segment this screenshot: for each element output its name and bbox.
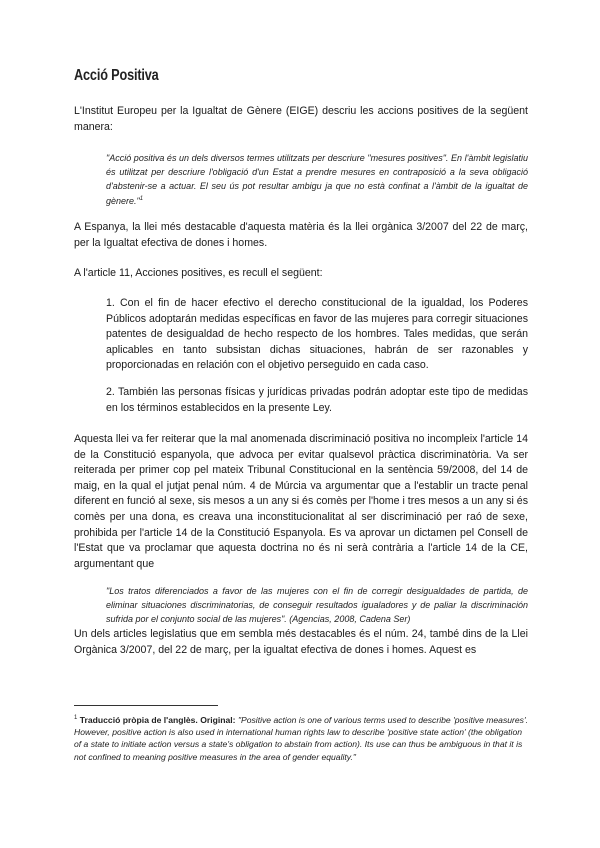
article11-item-1: 1. Con el fin de hacer efectivo el derecho constitucional de la igualdad, los Poderes Públicos adoptarán medidas específicas en favor de las mujeres para corregir situaciones patentes de desigualdad de hecho respecto de los hombres. Tales medidas, que serán aplicables en tanto subsistan dichas situaciones, habrán de ser razonables y proporcionadas en relación con el objetivo perseguido en cada caso. [106,297,528,372]
page-title: Acció Positiva [74,67,159,84]
footnote-divider [74,705,218,706]
article11-intro: A l'article 11, Acciones positives, es recull el següent: [74,267,323,279]
spain-paragraph: A Espanya, la llei més destacable d'aquesta matèria és la llei orgànica 3/2007 del 22 de març, per la Igualtat efectiva de dones i homes. [74,221,528,249]
article11-item-2: 2. También las personas físicas y jurídicas privadas podrán adoptar este tipo de medidas en los términos establecidos en la presente Ley. [106,386,528,414]
footnote [74,714,528,763]
eige-quote-text: "Acció positiva és un dels diversos termes utilitzats per descriure "mesures positives". En l'àmbit legislatiu és utilitzat per descriure l'obligació d'un Estat a prendre mesures en contraposició a la seva obligació d'abstenir-se a actuar. El seu ús pot resultar ambigu ja que no està confinat a l'àmbit de la igualtat de gènere." [106,153,528,206]
footnote-text: "Positive action is one of various terms used to describe 'positive measures'. However, positive action is also used in international human rights law to describe 'positive state action' (the obligation of a state to initiate action versus a state's obligation to abstain from action). Its use can thus be ambiguous in that it is not confined to meaning positive measures in the area of gender equality." [74,715,528,762]
footnote-lead: Traducció pròpia de l'anglès. Original: [79,715,236,725]
eige-quote [106,151,528,208]
footnote-ref: 1 [139,195,144,202]
closing-paragraph: Un dels articles legislatius que em sembla més destacables és el núm. 24, també dins de la Llei Orgànica 3/2007, del 22 de març, per la igualtat efectiva de dones i homes. Aquest es [74,628,528,656]
cadena-ser-quote: "Los tratos diferenciados a favor de las mujeres con el fin de corregir desigualdades de partida, de eliminar situaciones discriminatorias, de conseguir resultados igualadores y de paliar la discriminación sufrida por el conjunto social de las mujeres". (Agencias, 2008, Cadena Ser) [106,586,528,625]
discussion-paragraph: Aquesta llei va fer reiterar que la mal anomenada discriminació positiva no incompleix l'article 14 de la Constitució espanyola, que advoca per evitar qualsevol pràctica discriminatòria. Va ser reiterada per primer cop pel mateix Tribunal Constitucional en la sentència 59/2008, del 14 de maig, en la qual el jutjat penal núm. 4 de Múrcia va argumentar que a l'establir un tracte penal diferent en funció al sexe, sis mesos a un any si és comès per l'home i tres mesos a un any si és comès per una dona, es creava una inconstitucionalitat al ser discriminació per raó de sexe, prohibida per l'article 14 de la Constitució Espanyola. Es va aprovar un dictamen pel Consell de l'Estat que va proclamar que aquesta doctrina no és ni serà contrària a l'article 14 de la CE, argumentant que [74,433,528,570]
intro-paragraph: L'Institut Europeu per la Igualtat de Gènere (EIGE) descriu les accions positives de la següent manera: [74,105,528,133]
footnote-number: 1 [74,715,78,722]
